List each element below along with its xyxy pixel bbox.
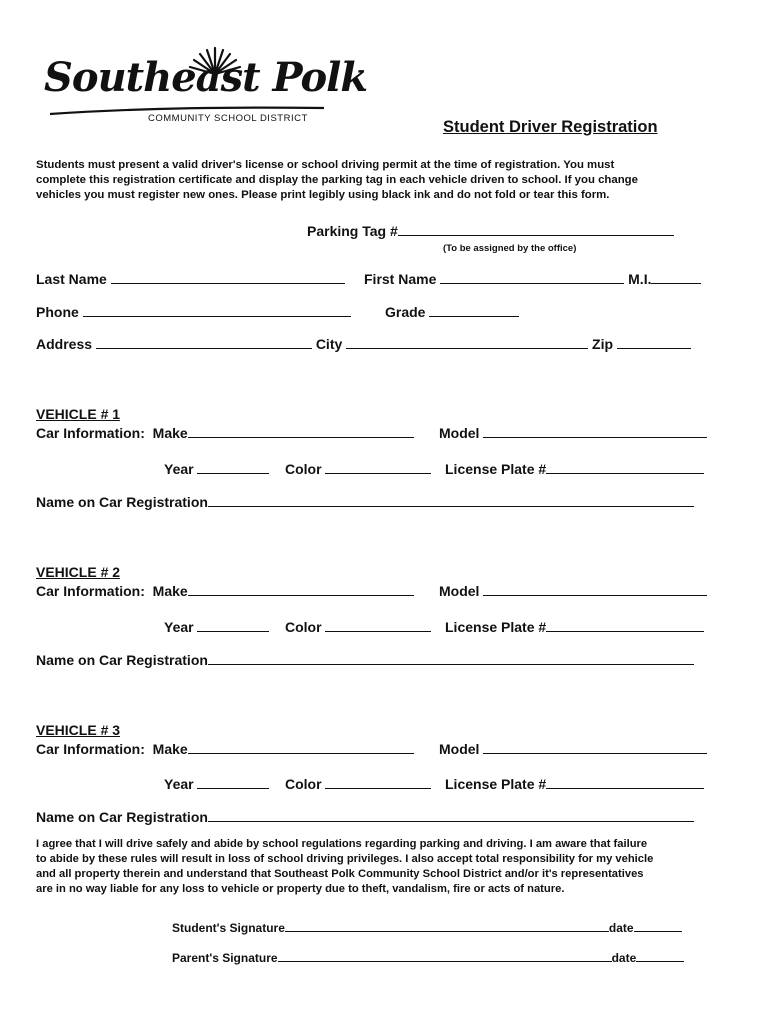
parking-tag-row	[307, 222, 674, 239]
instructions	[36, 158, 638, 203]
phone-row	[36, 303, 351, 320]
color-field[interactable]	[325, 775, 431, 789]
model-field[interactable]	[483, 424, 707, 438]
color-row	[285, 460, 431, 477]
plate-label: License Plate #	[445, 461, 547, 477]
model-label: Model	[439, 425, 480, 441]
student-signature-row	[172, 920, 682, 935]
logo-subtitle: COMMUNITY SCHOOL DISTRICT	[148, 113, 308, 124]
zip-field[interactable]	[617, 335, 691, 349]
make-label: Make	[152, 583, 188, 599]
color-field[interactable]	[325, 618, 431, 632]
agreement-line: are in no way liable for any loss to vehicle or property due to theft, vandalism, fire or acts of nature.	[36, 883, 565, 895]
first-name-row	[364, 270, 701, 287]
make-field[interactable]	[188, 424, 414, 438]
student-date-label: date	[608, 921, 634, 935]
parking-tag-label: Parking Tag #	[307, 223, 398, 239]
grade-label: Grade	[385, 304, 426, 320]
model-label: Model	[439, 741, 480, 757]
car-info-label: Car Information:	[36, 425, 145, 441]
address-field[interactable]	[96, 335, 312, 349]
year-row	[164, 460, 269, 477]
make-label: Make	[152, 425, 188, 441]
registration-label: Name on Car Registration	[36, 494, 208, 510]
form-title: Student Driver Registration	[443, 118, 658, 136]
address-label: Address	[36, 336, 93, 352]
student-signature-label: Student's Signature	[172, 921, 285, 935]
agreement-line: and all property therein and understand that Southeast Polk Community School District and/or it's representatives	[36, 868, 644, 880]
model-row	[439, 424, 707, 441]
plate-field[interactable]	[546, 618, 704, 632]
registration-label: Name on Car Registration	[36, 652, 208, 668]
plate-row	[445, 618, 704, 635]
plate-row	[445, 775, 704, 792]
grade-row	[385, 303, 519, 320]
parent-signature-field[interactable]	[278, 950, 612, 962]
make-row	[36, 740, 414, 757]
color-label: Color	[285, 776, 322, 792]
make-label: Make	[152, 741, 188, 757]
city-label: City	[315, 336, 343, 352]
last-name-field[interactable]	[111, 270, 345, 284]
model-row	[439, 740, 707, 757]
plate-label: License Plate #	[445, 776, 547, 792]
make-row	[36, 582, 414, 599]
vehicle-heading: VEHICLE # 1	[36, 406, 121, 422]
registration-field[interactable]	[208, 493, 694, 507]
color-label: Color	[285, 619, 322, 635]
student-signature-field[interactable]	[285, 920, 609, 932]
make-field[interactable]	[188, 740, 414, 754]
parent-signature-label: Parent's Signature	[172, 951, 278, 965]
car-info-label: Car Information:	[36, 741, 145, 757]
year-label: Year	[164, 461, 194, 477]
logo-wordmark: Southeast Polk	[44, 54, 368, 101]
logo-swoosh	[48, 104, 326, 110]
parent-signature-row	[172, 950, 684, 965]
parking-tag-field[interactable]	[398, 222, 674, 236]
plate-field[interactable]	[546, 775, 704, 789]
year-field[interactable]	[197, 775, 269, 789]
model-label: Model	[439, 583, 480, 599]
year-field[interactable]	[197, 460, 269, 474]
address-row	[36, 335, 691, 352]
model-field[interactable]	[483, 740, 707, 754]
first-name-field[interactable]	[440, 270, 624, 284]
last-name-row	[36, 270, 345, 287]
registration-row	[36, 651, 694, 668]
color-field[interactable]	[325, 460, 431, 474]
plate-field[interactable]	[546, 460, 704, 474]
registration-field[interactable]	[208, 651, 694, 665]
instruction-line: vehicles you must register new ones. Please print legibly using black ink and do not fold or tear this form.	[36, 189, 610, 201]
model-field[interactable]	[483, 582, 707, 596]
year-row	[164, 618, 269, 635]
last-name-label: Last Name	[36, 271, 107, 287]
mi-field[interactable]	[651, 270, 701, 284]
plate-row	[445, 460, 704, 477]
parent-date-label: date	[611, 951, 637, 965]
zip-label: Zip	[592, 336, 614, 352]
color-label: Color	[285, 461, 322, 477]
model-row	[439, 582, 707, 599]
instruction-line: complete this registration certificate and display the parking tag in each vehicle driven to school. If you change	[36, 174, 638, 186]
registration-row	[36, 808, 694, 825]
make-field[interactable]	[188, 582, 414, 596]
year-field[interactable]	[197, 618, 269, 632]
registration-row	[36, 493, 694, 510]
phone-label: Phone	[36, 304, 79, 320]
student-date-field[interactable]	[634, 920, 682, 932]
agreement-text	[36, 837, 653, 897]
agreement-line: I agree that I will drive safely and abide by school regulations regarding parking and driving. I am aware that failure	[36, 838, 648, 850]
instruction-line: Students must present a valid driver's license or school driving permit at the time of registration. You must	[36, 159, 615, 171]
grade-field[interactable]	[429, 303, 519, 317]
city-field[interactable]	[346, 335, 588, 349]
year-row	[164, 775, 269, 792]
agreement-line: to abide by these rules will result in loss of school driving privileges. I also accept total responsibility for my vehicle	[36, 853, 654, 865]
phone-field[interactable]	[83, 303, 351, 317]
car-info-label: Car Information:	[36, 583, 145, 599]
parking-tag-note: (To be assigned by the office)	[443, 243, 577, 254]
plate-label: License Plate #	[445, 619, 547, 635]
first-name-label: First Name	[364, 271, 437, 287]
color-row	[285, 775, 431, 792]
registration-label: Name on Car Registration	[36, 809, 208, 825]
mi-label: M.I.	[628, 271, 652, 287]
color-row	[285, 618, 431, 635]
vehicle-heading: VEHICLE # 2	[36, 564, 121, 580]
vehicle-heading: VEHICLE # 3	[36, 722, 121, 738]
parent-date-field[interactable]	[636, 950, 684, 962]
registration-field[interactable]	[208, 808, 694, 822]
make-row	[36, 424, 414, 441]
year-label: Year	[164, 619, 194, 635]
year-label: Year	[164, 776, 194, 792]
